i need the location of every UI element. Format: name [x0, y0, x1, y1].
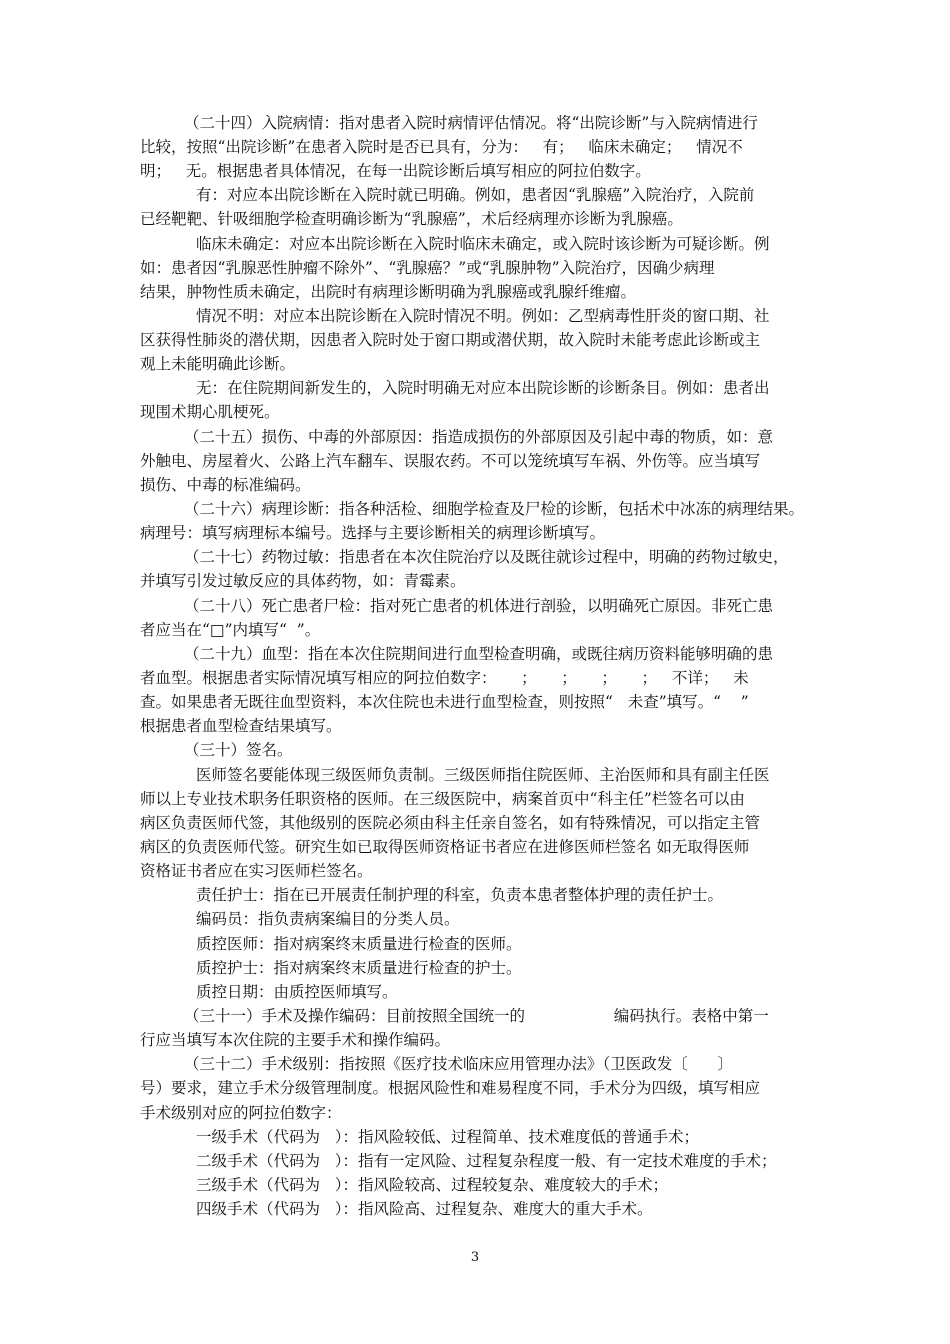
text-line: 者血型。根据患者实际情况填写相应的阿拉伯数字： ； ； ； ； 不详； 未 — [140, 669, 749, 687]
text-line: 资格证书者应在实习医师栏签名。 — [140, 862, 373, 880]
text-line: 比较，按照“出院诊断”在患者入院时是否已具有，分为： 有； 临床未确定； 情况不 — [140, 138, 743, 156]
text-line: （二十七）药物过敏：指患者在本次住院治疗以及既往就诊过程中，明确的药物过敏史， — [184, 548, 789, 566]
text-line: 如：患者因“乳腺恶性肿瘤不除外”、“乳腺癌？”或“乳腺肿物”入院治疗，因确少病理 — [140, 259, 715, 277]
text-line: （三十）签名。 — [184, 741, 293, 759]
text-line: 责任护士：指在已开展责任制护理的科室，负责本患者整体护理的责任护士。 — [196, 886, 724, 904]
text-line: 三级手术（代码为 ）：指风险较高、过程较复杂、难度较大的手术； — [196, 1176, 669, 1194]
text-line: 查。如果患者无既往血型资料，本次住院也未进行血型检查，则按照“ 未查”填写。“ ” — [140, 693, 749, 711]
text-line: 号）要求，建立手术分级管理制度。根据风险性和难易程度不同，手术分为四级，填写相应 — [140, 1079, 761, 1097]
text-line: 病区负责医师代签，其他级别的医院必须由科主任亲自签名，如有特殊情况，可以指定主管 — [140, 814, 761, 832]
text-line: （二十五）损伤、中毒的外部原因：指造成损伤的外部原因及引起中毒的物质，如：意 — [184, 428, 774, 446]
text-line: 病理号：填写病理标本编号。选择与主要诊断相关的病理诊断填写。 — [140, 524, 606, 542]
text-line: 手术级别对应的阿拉伯数字： — [140, 1104, 342, 1122]
text-line: （二十四）入院病情：指对患者入院时病情评估情况。将“出院诊断”与入院病情进行 — [184, 114, 758, 132]
text-line: 外触电、房屋着火、公路上汽车翻车、误服农药。不可以笼统填写车祸、外伤等。应当填写 — [140, 452, 761, 470]
text-line: 编码员：指负责病案编目的分类人员。 — [196, 910, 460, 928]
text-line: 二级手术（代码为 ）：指有一定风险、过程复杂程度一般、有一定技术难度的手术； — [196, 1152, 777, 1170]
text-line: 一级手术（代码为 ）：指风险较低、过程简单、技术难度低的普通手术； — [196, 1128, 700, 1146]
text-line: 行应当填写本次住院的主要手术和操作编码。 — [140, 1031, 451, 1049]
text-line: 观上未能明确此诊断。 — [140, 355, 296, 373]
text-line: 四级手术（代码为 ）：指风险高、过程复杂、难度大的重大手术。 — [196, 1200, 653, 1218]
text-line: 现围术期心肌梗死。 — [140, 403, 280, 421]
text-line: 根据患者血型检查结果填写。 — [140, 717, 342, 735]
text-line: （二十六）病理诊断：指各种活检、细胞学检查及尸检的诊断，包括术中冰冻的病理结果。 — [184, 500, 805, 518]
text-line: 质控日期：由质控医师填写。 — [196, 983, 398, 1001]
text-line: 损伤、中毒的标准编码。 — [140, 476, 311, 494]
text-line: 医师签名要能体现三级医师负责制。三级医师指住院医师、主治医师和具有副主任医 — [196, 766, 770, 784]
text-line: 情况不明：对应本出院诊断在入院时情况不明。例如：乙型病毒性肝炎的窗口期、社 — [196, 307, 770, 325]
text-line: （三十一）手术及操作编码：目前按照全国统一的 编码执行。表格中第一 — [184, 1007, 769, 1025]
text-line: （三十二）手术级别：指按照《医疗技术临床应用管理办法》（卫医政发〔 〕 — [184, 1055, 733, 1073]
text-line: （二十八）死亡患者尸检：指对死亡患者的机体进行剖验，以明确死亡原因。非死亡患 — [184, 597, 774, 615]
text-line: 无：在住院期间新发生的，入院时明确无对应本出院诊断的诊断条目。例如：患者出 — [196, 379, 770, 397]
text-line: 结果，肿物性质未确定，出院时有病理诊断明确为乳腺癌或乳腺纤维瘤。 — [140, 283, 637, 301]
text-line: 者应当在“□”内填写“ ”。 — [140, 621, 321, 639]
text-line: 明； 无。根据患者具体情况，在每一出院诊断后填写相应的阿拉伯数字。 — [140, 162, 651, 180]
text-line: 病区的负责医师代签。研究生如已取得医师资格证书者应在进修医师栏签名 如无取得医师 — [140, 838, 750, 856]
text-line: 质控医师：指对病案终末质量进行检查的医师。 — [196, 935, 522, 953]
text-line: 有：对应本出院诊断在入院时就已明确。例如，患者因“乳腺癌”入院治疗，入院前 — [196, 186, 755, 204]
text-line: 并填写引发过敏反应的具体药物，如：青霉素。 — [140, 572, 466, 590]
text-line: 师以上专业技术职务任职资格的医师。在三级医院中，病案首页中“科主任”栏签名可以由 — [140, 790, 745, 808]
text-line: 已经靶靶、针吸细胞学检查明确诊断为“乳腺癌”，术后经病理亦诊断为乳腺癌。 — [140, 210, 683, 228]
text-line: （二十九）血型：指在本次住院期间进行血型检查明确，或既往病历资料能够明确的患 — [184, 645, 774, 663]
text-line: 质控护士：指对病案终末质量进行检查的护士。 — [196, 959, 522, 977]
text-line: 区获得性肺炎的潜伏期，因患者入院时处于窗口期或潜伏期，故入院时未能考虑此诊断或主 — [140, 331, 761, 349]
page-number: 3 — [470, 1250, 480, 1265]
text-line: 临床未确定：对应本出院诊断在入院时临床未确定，或入院时该诊断为可疑诊断。例 — [196, 235, 770, 253]
